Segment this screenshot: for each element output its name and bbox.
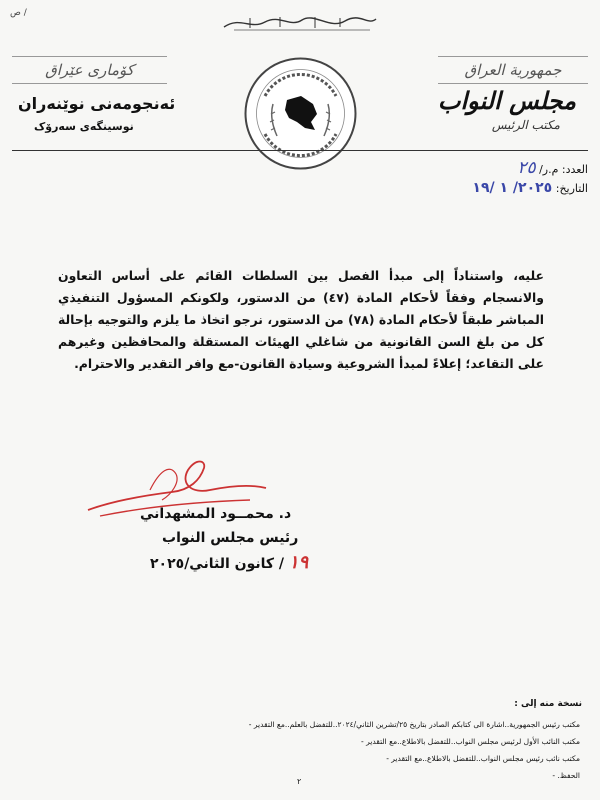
date-value (472, 182, 552, 195)
cc-list (125, 716, 580, 784)
page-number: ٢ (297, 777, 302, 786)
basmala-text (250, 38, 350, 39)
kurdish-office-subtitle: نوسینگەی سەرۆک (34, 120, 134, 133)
cc-item: مكتب نائب رئيس مجلس النواب..للتفضل بالاطلاع..مع التقدير - (125, 750, 580, 767)
arabic-republic-text: جمهورية العراق (464, 61, 562, 79)
number-value: ٢٥ (517, 158, 536, 178)
date-label: التاريخ: (555, 182, 588, 195)
signature-date-day: ١٩ (288, 552, 309, 573)
arabic-republic-box (438, 56, 588, 84)
kurdish-parliament-title: ئەنجومەنی نوێنەران (18, 94, 176, 113)
signatory-name: د. محمــود المشهداني (140, 506, 292, 522)
cc-item: مكتب رئيس الجمهورية..اشارة الى كتابكم الصادر بتاريخ ٢٥/تشرين الثاني/٢٠٢٤..للتفضل بالعلم..مع التقدير - (125, 716, 580, 733)
cc-item: الحفظ. - (125, 767, 580, 784)
kurdish-republic-box (12, 56, 167, 84)
arabic-parliament-title: مجلس النواب (437, 86, 576, 115)
signature-date (150, 552, 308, 573)
signatory-title: رئيس مجلس النواب (162, 530, 299, 546)
letter-body: عليه، واستناداً إلى مبدأ الفصل بين السلطات القائم على أساس التعاون والانسجام وفقاً لأحكام المادة (٤٧) من الدستور، ولكونكم المسؤول التنفيذي المباشر طبقاً لأحكام المادة (٧٨) من الدستور، نرجو اتخاذ ما يلزم والتوجيه بإحالة كل من بلغ السن القانونية من شاغلي الهيئات المستقلة والمحافظين وغيرهم على التقاعد؛ إعلاءً لمبدأ الشروعية وسيادة القانون-مع وافر التقدير والاحترام. (58, 268, 544, 371)
header-divider (12, 150, 588, 151)
signature-date-text: / كانون الثاني/٢٠٢٥ (150, 556, 284, 572)
document-number (517, 158, 588, 178)
cc-heading: نسخة منه إلى : (514, 699, 582, 709)
basmala-calligraphy (220, 12, 380, 34)
arabic-office-subtitle: مكتب الرئيس (491, 118, 560, 132)
cc-item: مكتب النائب الأول لرئيس مجلس النواب..للتفضل بالاطلاع..مع التقدير - (125, 733, 580, 750)
parliament-emblem-icon (243, 56, 358, 171)
kurdish-republic-text: كۆماری عێراق (45, 61, 134, 79)
document-date (472, 180, 588, 196)
number-label: العدد: م.ر/ (539, 163, 588, 176)
date-value-text: ٢٠٢٥/ ١ /١٩ (472, 180, 553, 196)
top-mark: ص / (10, 8, 27, 18)
